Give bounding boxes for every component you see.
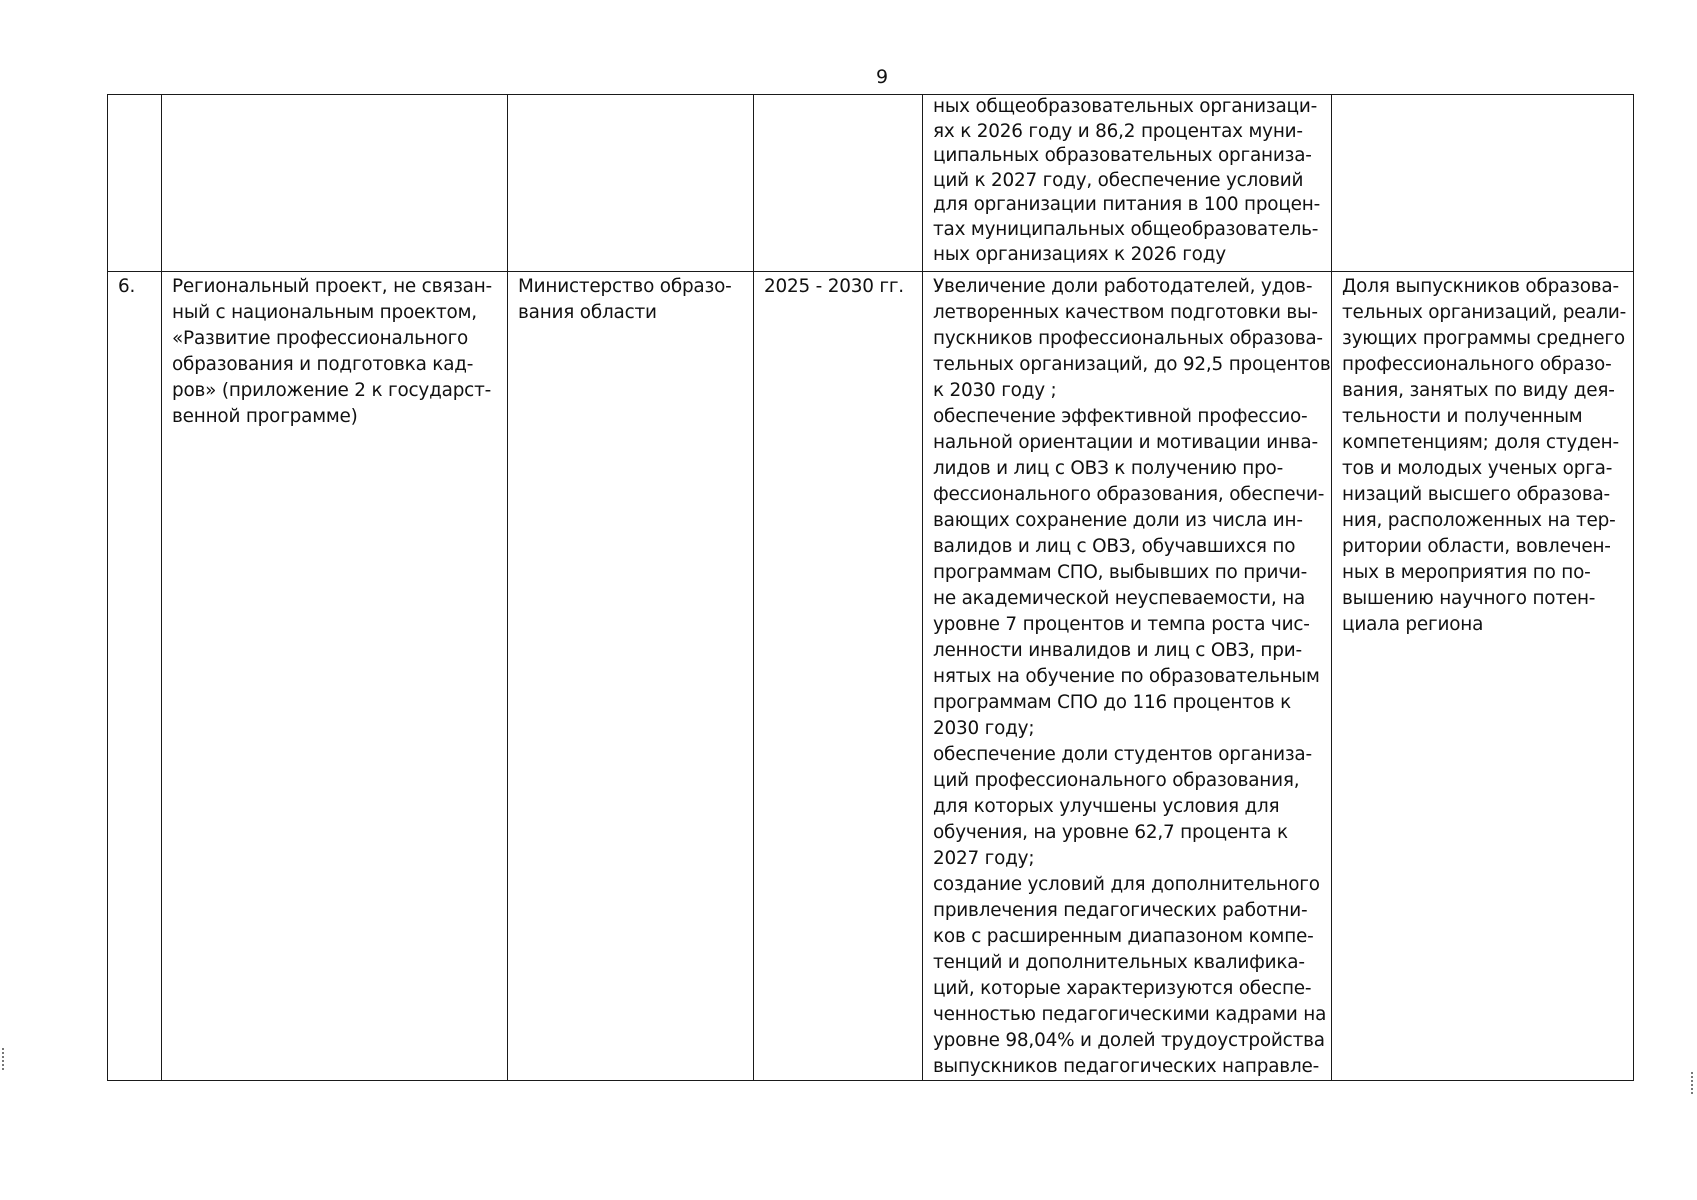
text-line: выпускников педагогических направле- [933, 1056, 1320, 1077]
text-line: 2030 году; [933, 718, 1035, 739]
text-line: Доля выпускников образова- [1342, 276, 1619, 297]
text-line: программам СПО, выбывших по причи- [933, 562, 1308, 583]
text-line: циала региона [1342, 614, 1484, 635]
cell-period: 2025 - 2030 гг. [754, 272, 923, 1081]
text-line: ритории области, вовлечен- [1342, 536, 1611, 557]
cell-expected-results [923, 272, 1332, 1081]
text-line: ченностью педагогическими кадрами на [933, 1004, 1327, 1025]
text-line: ных общеобразовательных организаци- [933, 96, 1318, 117]
text-line: ров» (приложение 2 к государст- [172, 380, 492, 401]
text-line: ций, которые характеризуются обеспе- [933, 978, 1312, 999]
text-line: Министерство образо- [518, 276, 732, 297]
text-line: компетенциям; доля студен- [1342, 432, 1619, 453]
text-line: венной программе) [172, 406, 358, 427]
text-line: не академической неуспеваемости, на [933, 588, 1306, 609]
text-line: фессионального образования, обеспечи- [933, 484, 1325, 505]
cell-project-name [162, 272, 508, 1081]
text-line: ций профессионального образования, [933, 770, 1300, 791]
text-line: пускников профессиональных образова- [933, 328, 1323, 349]
table-row-6 [108, 272, 1634, 1081]
text-line: ков с расширенным диапазоном компе- [933, 926, 1314, 947]
text-line: обеспечение доли студентов организа- [933, 744, 1312, 765]
cell-indicators [1332, 272, 1634, 1081]
text-line: нятых на обучение по образовательным [933, 666, 1320, 687]
page-number: 9 [875, 66, 889, 88]
text-line: тенций и дополнительных квалифика- [933, 952, 1305, 973]
text-line: зующих программы среднего [1342, 328, 1625, 349]
text-line: вышению научного потен- [1342, 588, 1596, 609]
text-line: ния, расположенных на тер- [1342, 510, 1616, 531]
cell-project-name [162, 95, 508, 272]
text-line: профессионального образо- [1342, 354, 1612, 375]
text-line: уровне 98,04% и долей трудоустройства [933, 1030, 1325, 1051]
cell-expected-results [923, 95, 1332, 272]
cell-responsible [508, 272, 754, 1081]
cell-period [754, 95, 923, 272]
cell-indicators [1332, 95, 1634, 272]
scan-edge-mark-right [1691, 1072, 1695, 1094]
text-line: валидов и лиц с ОВЗ, обучавшихся по [933, 536, 1296, 557]
text-line: тельности и полученным [1342, 406, 1583, 427]
text-line: 2027 году; [933, 848, 1035, 869]
text-line: летворенных качеством подготовки вы- [933, 302, 1318, 323]
text-line: ных организациях к 2026 году [933, 243, 1226, 265]
text-line: вания, занятых по виду дея- [1342, 380, 1615, 401]
text-line: вающих сохранение доли из числа ин- [933, 510, 1303, 531]
text-line: ципальных образовательных организа- [933, 145, 1312, 167]
text-line: ных в мероприятия по по- [1342, 562, 1591, 583]
text-line: «Развитие профессионального [172, 328, 469, 349]
text-line: низаций высшего образова- [1342, 484, 1610, 505]
text-line: тах муниципальных общеобразователь- [933, 218, 1319, 240]
text-line: ный с национальным проектом, [172, 302, 477, 323]
text-line: обучения, на уровне 62,7 процента к [933, 822, 1288, 843]
cell-responsible [508, 95, 754, 272]
text-line: тельных организаций, до 92,5 процентов [933, 354, 1331, 375]
text-line: для организации питания в 100 процен- [933, 194, 1321, 216]
text-line: уровне 7 процентов и темпа роста чис- [933, 614, 1310, 635]
program-structure-table [107, 94, 1634, 1081]
text-line: тов и молодых ученых орга- [1342, 458, 1613, 479]
table-row-continuation [108, 95, 1634, 272]
text-line: ций к 2027 году, обеспечение условий [933, 169, 1304, 191]
scan-edge-mark-left [2, 1048, 6, 1070]
text-line: привлечения педагогических работни- [933, 900, 1308, 921]
text-line: вания области [518, 302, 657, 323]
text-line: к 2030 году ; [933, 380, 1057, 401]
cell-number [108, 95, 162, 272]
text-line: Увеличение доли работодателей, удов- [933, 276, 1313, 297]
cell-number: 6. [108, 272, 162, 1081]
text-line: для которых улучшены условия для [933, 796, 1280, 817]
text-line: лидов и лиц с ОВЗ к получению про- [933, 458, 1284, 479]
text-line: нальной ориентации и мотивации инва- [933, 432, 1318, 453]
text-line: программам СПО до 116 процентов к [933, 692, 1292, 713]
text-line: образования и подготовка кад- [172, 354, 474, 375]
text-line: тельных организаций, реали- [1342, 302, 1627, 323]
text-line: Региональный проект, не связан- [172, 276, 492, 297]
text-line: обеспечение эффективной профессио- [933, 406, 1308, 427]
text-line: создание условий для дополнительного [933, 874, 1320, 895]
text-line: ях к 2026 году и 86,2 процентах муни- [933, 120, 1303, 142]
text-line: ленности инвалидов и лиц с ОВЗ, при- [933, 640, 1302, 661]
